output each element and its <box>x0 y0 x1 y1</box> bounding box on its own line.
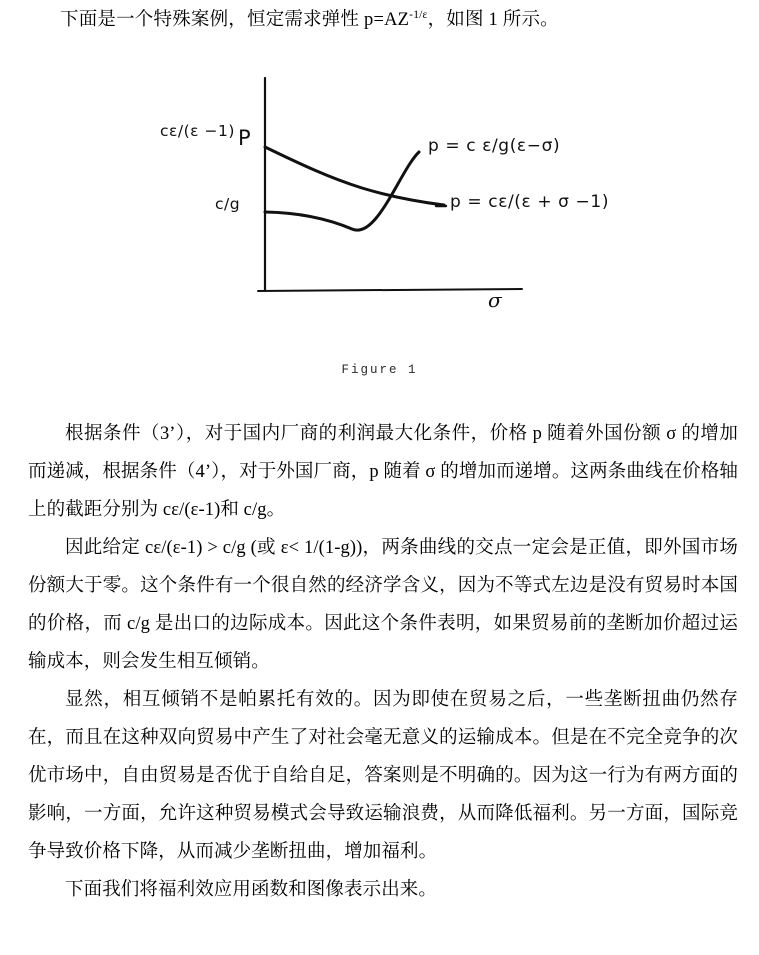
x-axis <box>258 289 522 291</box>
intro-sentence <box>60 6 740 34</box>
intro-exponent: -1/ε <box>409 8 428 21</box>
body-text <box>28 415 738 909</box>
x-axis-label: σ <box>488 288 502 312</box>
y-intercept-lower-label: c/g <box>215 195 241 213</box>
figure-caption: Figure 1 <box>341 363 418 377</box>
figure-1 <box>0 60 759 390</box>
paragraph: 因此给定 cε/(ε-1) > c/g (或 ε< 1/(1-g))，两条曲线的交点一定会是正值，即外国市场份额大于零。这个条件有一个很自然的经济学含义，因为不等式左边是没有贸易时本国的价格，而 c/g 是出口的边际成本。因此这个条件表明，如果贸易前的垄断加价超过运输成本，则会发生相互倾销。 <box>28 538 738 672</box>
curve-label-rising: p = c ε/g(ε−σ) <box>428 136 561 156</box>
y-intercept-upper-label: cε/(ε −1) <box>160 122 235 140</box>
paragraph: 下面我们将福利效应用函数和图像表示出来。 <box>65 880 438 900</box>
figure-1-drawing <box>0 60 759 390</box>
curve-rising <box>265 152 419 230</box>
paragraph: 显然，相互倾销不是帕累托有效的。因为即使在贸易之后，一些垄断扭曲仍然存在，而且在这种双向贸易中产生了对社会毫无意义的运输成本。但是在不完全竞争的次优市场中，自由贸易是否优于自给自足，答案则是不明确的。因为这一行为有两方面的影响，一方面，允许这种贸易模式会导致运输浪费，从而降低福利。另一方面，国际竞争导致价格下降，从而减少垄断扭曲，增加福利。 <box>28 690 738 862</box>
curve-label-falling: p = cε/(ε + σ −1) <box>450 192 610 212</box>
y-axis-label: P <box>238 126 251 150</box>
intro-suffix: ，如图 1 所示。 <box>427 10 559 30</box>
paragraph: 根据条件（3’），对于国内厂商的利润最大化条件，价格 p 随着外国份额 σ 的增加而递减，根据条件（4’），对于外国厂商，p 随着 σ 的增加而递增。这两条曲线在价格轴上的截距分别为 cε/(ε-1)和 c/g。 <box>28 424 738 520</box>
intro-prefix: 下面是一个特殊案例，恒定需求弹性 p=AZ <box>60 10 410 30</box>
